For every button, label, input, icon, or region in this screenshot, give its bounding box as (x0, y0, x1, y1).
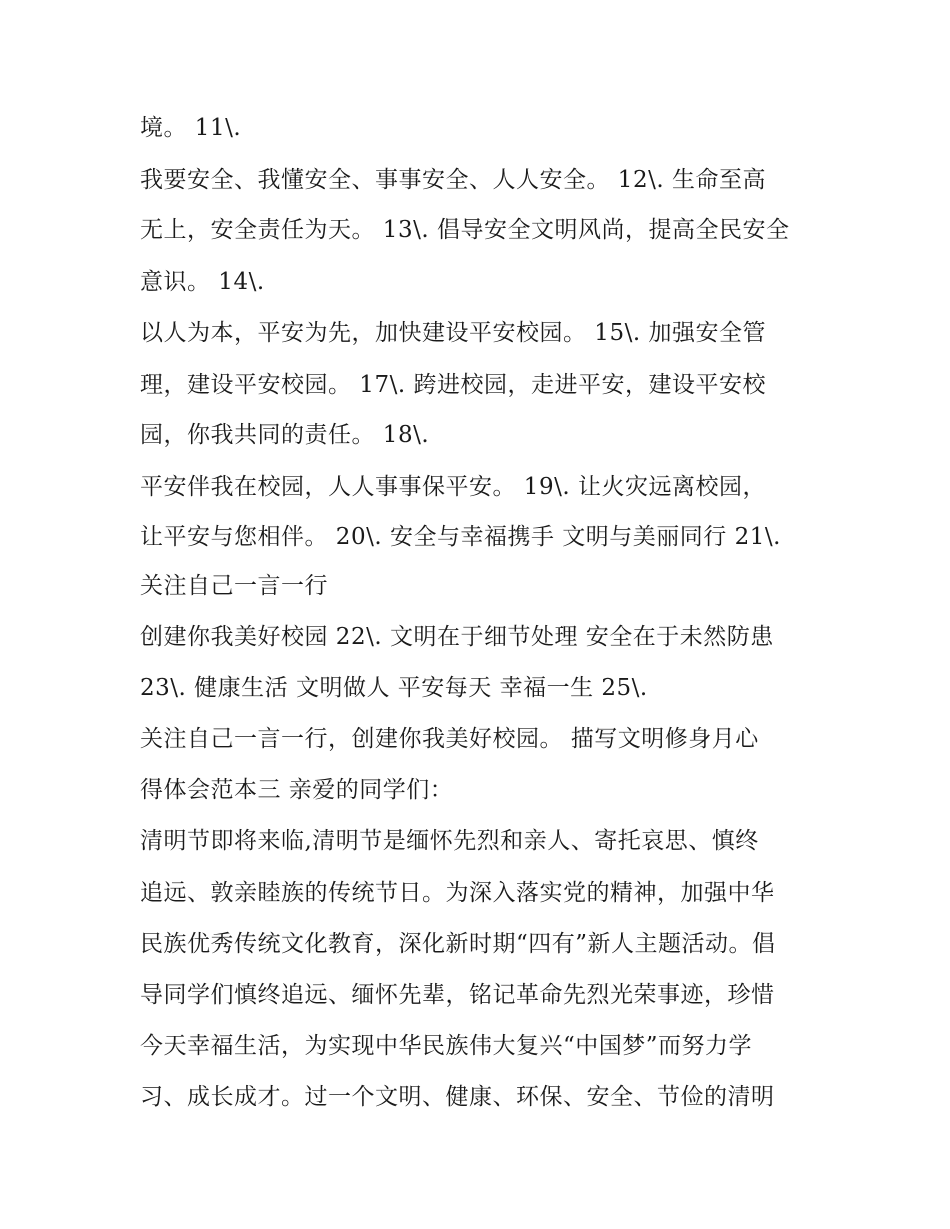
text-line: 民族优秀传统文化教育，深化新时期“四有”新人主题活动。倡 (140, 931, 776, 957)
text-line: 理，建设平安校园。 17\. 跨进校园，走进平安，建设平安校 (140, 372, 766, 398)
text-line: 平安伴我在校园，人人事事保平安。 19\. 让火灾远离校园， (140, 474, 766, 500)
text-line: 关注自己一言一行 (140, 573, 328, 599)
text-line: 追远、敦亲睦族的传统节日。为深入落实党的精神，加强中华 (140, 880, 775, 906)
text-line: 让平安与您相伴。 20\. 安全与幸福携手 文明与美丽同行 21\. (140, 524, 781, 550)
text-line: 习、成长成才。过一个文明、健康、环保、安全、节俭的清明 (140, 1084, 775, 1110)
text-line: 意识。 14\. (140, 269, 265, 295)
text-line: 无上，安全责任为天。 13\. 倡导安全文明风尚，提高全民安全 (140, 217, 790, 243)
text-line: 园，你我共同的责任。 18\. (140, 422, 430, 448)
text-line: 清明节即将来临,清明节是缅怀先烈和亲人、寄托哀思、慎终 (140, 828, 759, 854)
text-line: 今天幸福生活，为实现中华民族伟大复兴“中国梦”而努力学 (140, 1033, 753, 1059)
text-line: 境。 11\. (140, 115, 242, 141)
text-line: 创建你我美好校园 22\. 文明在于细节处理 安全在于未然防患 (140, 624, 774, 650)
text-line: 23\. 健康生活 文明做人 平安每天 幸福一生 25\. (140, 675, 648, 701)
text-line: 关注自己一言一行，创建你我美好校园。 描写文明修身月心 (140, 726, 759, 752)
text-line: 导同学们慎终追远、缅怀先辈，铭记革命先烈光荣事迹，珍惜 (140, 982, 775, 1008)
text-line: 我要安全、我懂安全、事事安全、人人安全。 12\. 生命至高 (140, 167, 766, 193)
text-line: 得体会范本三 亲爱的同学们： (140, 777, 454, 803)
text-line: 以人为本，平安为先，加快建设平安校园。 15\. 加强安全管 (140, 320, 766, 346)
